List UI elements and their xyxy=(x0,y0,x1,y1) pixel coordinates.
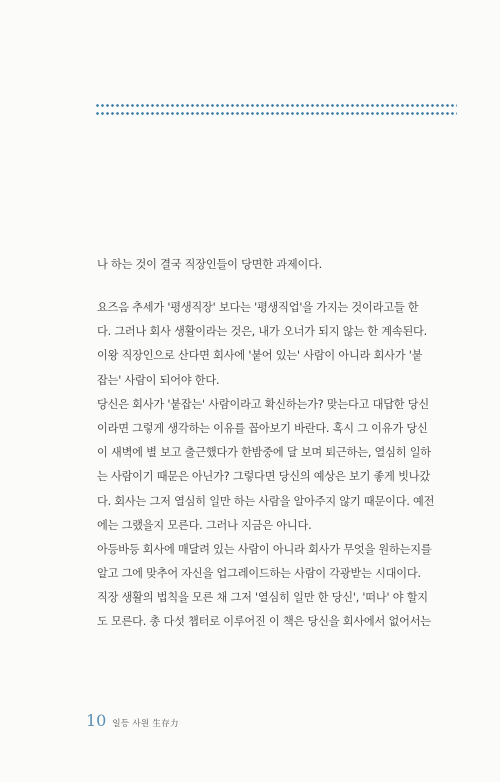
text-line: 요즈음 추세가 '평생직장' 보다는 '평생직업'을 가지는 것이라고들 한 xyxy=(97,301,419,314)
text-line: 에는 그랬을지 모른다. 그러나 지금은 아니다. xyxy=(97,518,312,532)
text-line: 이왕 직장인으로 산다면 회사에 '붙어 있는' 사람이 아니라 회사가 '붙 xyxy=(97,349,423,363)
page-number: 10 xyxy=(86,711,107,730)
text-line: 이 새벽에 별 보고 출근했다가 한밤중에 달 보며 퇴근하는, 열심히 일하 xyxy=(97,446,431,460)
decorative-dotted-rule-bottom xyxy=(95,112,457,115)
decorative-dotted-rule-top xyxy=(95,104,457,107)
text-line: 나 하는 것이 결국 직장인들이 당면한 과제이다. xyxy=(97,258,323,271)
opening-paragraph xyxy=(97,253,467,277)
text-line: 는 사람이기 때문은 아닌가? 그렇다면 당신의 예상은 보기 좋게 빗나갔 xyxy=(97,470,430,484)
page-footer xyxy=(86,711,179,730)
running-title: 일등 사원 生存力 xyxy=(112,719,179,729)
text-line: 알고 그에 맞추어 자신을 업그레이드하는 사람이 각광받는 시대이다. xyxy=(97,567,421,581)
text-line: 당신은 회사가 '붙잡는' 사람이라고 확신하는가? 맞는다고 대답한 당신 xyxy=(97,397,429,411)
text-line: 도 모른다. 총 다섯 챕터로 이루어진 이 책은 당신을 회사에서 없어서는 xyxy=(97,615,431,629)
body-text xyxy=(97,296,467,635)
text-line: 다. 회사는 그저 열심히 일만 하는 사람을 알아주지 않기 때문이다. 예전 xyxy=(97,494,435,508)
text-line: 이라면 그렇게 생각하는 이유를 꼽아보기 바란다. 혹시 그 이유가 당신 xyxy=(97,421,428,435)
text-line: 다. 그러나 회사 생활이라는 것은, 내가 오너가 되지 않는 한 계속된다. xyxy=(97,325,428,339)
text-line: 직장 생활의 법칙을 모른 채 그저 '열심히 일만 한 당신', '떠나' 야 할지 xyxy=(97,591,428,605)
text-line: 아등바등 회사에 매달려 있는 사람이 아니라 회사가 무엇을 원하는지를 xyxy=(97,542,432,556)
text-line: 잡는' 사람이 되어야 한다. xyxy=(97,373,220,387)
